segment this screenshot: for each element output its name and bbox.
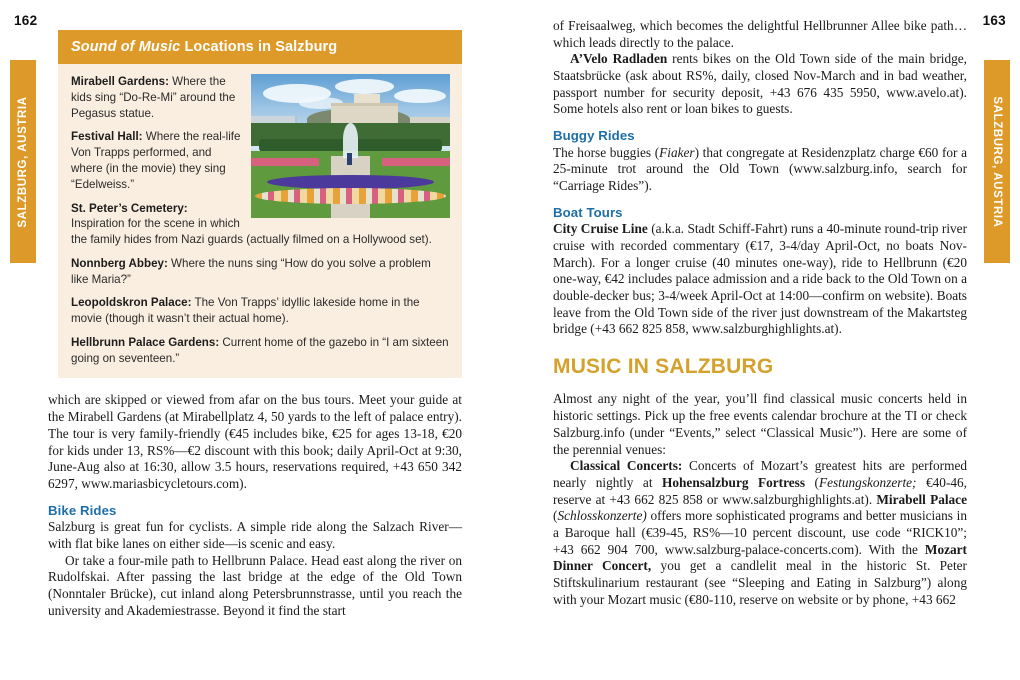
side-tab-right xyxy=(984,60,1010,263)
italic-schlosskonzerte: Schlosskonzerte) xyxy=(557,508,647,524)
bike-rides-paragraph-1: Salzburg is great fun for cyclists. A simple ride along the Salzach River—with flat bike lanes on either side—is scenic and easy. xyxy=(48,519,462,551)
left-continuation-paragraph: which are skipped or viewed from afar on the bus tours. Meet your guide at the Mirabell Gardens (at Mirabellplatz 4, 50 yards to the left of palace entry). The tour is very family-friendly (€45 includes bike, €25 for ages 13-18, €20 for kids under 13, RS%—€2 discount with this book; daily April-Oct at 9:30, June-Aug also at 16:30, allow 3.5 hours, reservations required, +43 650 342 6297, www.mariasbicycletours.com). xyxy=(48,392,462,491)
right-column xyxy=(553,18,967,608)
classical-text-e: offers more sophisticated programs and better musicians in a Baroque hall (€39-45, RS%—10 percent discount, use code “RICK10”; +43 662 904 700, www.salzburg-palace-concerts.com). With the xyxy=(553,508,967,557)
venue-hohensalzburg-fortress: Hohensalzburg Fortress xyxy=(662,474,806,490)
classical-text-d: ( xyxy=(553,508,558,524)
heading-buggy-rides: Buggy Rides xyxy=(553,128,635,144)
sidebar-entry-term: St. Peter’s Cemetery: xyxy=(71,201,188,215)
classical-text-f: you get a candlelit meal in the historic St. Peter Stiftskulinarium restaurant (see “Sleeping and Eating in Salzburg”) along with your Mozart music (€80-110, reserve on website or by phone, +43 662 xyxy=(553,558,967,607)
venue-mirabell-palace: Mirabell Palace xyxy=(876,491,967,507)
bike-rides-paragraph-2: Or take a four-mile path to Hellbrunn Palace. Head east along the river on Rudolfskai. After passing the last bridge at the edge of the Old Town (Nonntaler Brücke), cut inland along Petersbrunnstrasse, until you reach the university and Akademiestrasse. Beyond it find the start xyxy=(48,552,462,618)
avelo-radladen-paragraph xyxy=(553,51,967,118)
sidebar-box xyxy=(58,30,462,378)
heading-boat-tours: Boat Tours xyxy=(553,204,623,220)
heading-bike-rides: Bike Rides xyxy=(48,502,117,518)
sidebar-box-body xyxy=(58,64,462,378)
left-column xyxy=(48,18,462,619)
buggy-rides-paragraph xyxy=(553,145,967,195)
sidebar-entry-text: Where the nuns sing “How do you solve a problem like Maria?” xyxy=(71,256,431,286)
sidebar-entry-term: Hellbrunn Palace Gardens: xyxy=(71,335,220,349)
boat-tours-paragraph xyxy=(553,221,967,338)
sidebar-entry-text: Where the real-life Von Trapps performed, and where (in the movie) they sing “Edelweiss.” xyxy=(71,130,241,191)
sidebar-entry xyxy=(71,256,450,288)
right-continuation-paragraph: of Freisaalweg, which becomes the delightful Hellbrunner Allee bike path…which leads directly to the palace. xyxy=(553,18,967,50)
sidebar-entry-term: Festival Hall: xyxy=(71,130,143,144)
italic-festungskonzerte: Festungskonzerte; xyxy=(818,474,917,490)
sidebar-entry-text: Current home of the gazebo in “I am sixteen going on seventeen.” xyxy=(71,335,449,365)
folio-right: 163 xyxy=(982,13,1006,28)
heading-music-in-salzburg: MUSIC IN SALZBURG xyxy=(553,355,774,379)
music-intro-paragraph: Almost any night of the year, you’ll find classical music concerts held in historic settings. Pick up the free events calendar brochure at the TI or check Salzburg.info (under “Events,” select “Classical Music”). Here are some of the perennial venues: xyxy=(553,391,967,457)
sidebar-entry xyxy=(71,335,450,367)
side-tab-right-label: SALZBURG, AUSTRIA xyxy=(991,95,1003,228)
sidebar-entry-text: Inspiration for the scene in which the family hides from Nazi guards (actually filmed on a Hollywood set). xyxy=(71,217,432,247)
sidebar-entry-text: Where the kids sing “Do-Re-Mi” around the Pegasus statue. xyxy=(71,75,236,120)
mirabell-gardens-photo xyxy=(251,74,450,218)
folio-left: 162 xyxy=(14,13,38,28)
classical-text-b: ( xyxy=(805,474,819,490)
boat-term: City Cruise Line xyxy=(553,221,648,237)
sidebar-entry-term: Mirabell Gardens: xyxy=(71,75,169,89)
boat-text: (a.k.a. Stadt Schiff-Fahrt) runs a 40-minute round-trip river cruise with recorded commentary (€17, 3-4/day April-Oct, no boats Nov-March). For a longer cruise (40 minutes one-way), ride to Hellbrunn (€20 one-way, €42 includes palace admission and a ride back to the Old Town on a double-decker bus; 3-4/week April-Oct at 14:00—confirm on website). Boats leave from the Old Town side of the river just downstream of the Makartsteg bridge (+43 662 825 858, www.salzburghighlights.at). xyxy=(553,221,967,337)
avelo-term: A’Velo Radladen xyxy=(570,51,668,67)
sidebar-entry-term: Leopoldskron Palace: xyxy=(71,296,192,310)
classical-concerts-term: Classical Concerts: xyxy=(570,458,683,474)
buggy-text-a: The horse buggies ( xyxy=(553,144,660,160)
sidebar-title-rest: Locations in Salzburg xyxy=(180,39,338,55)
venue-mozart-dinner-concert: Mozart Dinner Concert, xyxy=(553,541,967,574)
buggy-text-b: ) that congregate at Residenzplatz charge €60 for a 25-minute trot around the Old Town (www.salzburg.info, search for “Carriage Rides”). xyxy=(553,144,967,194)
classical-text-a: Concerts of Mozart’s greatest hits are performed nearly nightly at xyxy=(553,458,967,490)
sidebar-entry-text: The Von Trapps’ idyllic lakeside home in the movie (though it wasn’t their actual home). xyxy=(71,296,420,326)
classical-concerts-paragraph xyxy=(553,458,967,608)
sidebar-title-italic-part: Sound of Music xyxy=(71,39,181,55)
sidebar-entry-term: Nonnberg Abbey: xyxy=(71,256,168,270)
classical-text-c: €40-46, reserve at +43 662 825 858 or www.salzburghighlights.at). xyxy=(553,474,967,507)
sidebar-entry xyxy=(71,295,450,327)
side-tab-left-label: SALZBURG, AUSTRIA xyxy=(17,95,29,228)
avelo-text: rents bikes on the Old Town side of the main bridge, Staatsbrücke (ask about RS%, daily, closed Nov-March and in bad weather, passport number for security deposit, +43 676 435 5950, www.avelo.at). Some hotels also rent or loan bikes to guests. xyxy=(553,51,967,117)
side-tab-left xyxy=(10,60,36,263)
sidebar-box-title xyxy=(58,30,462,64)
buggy-italic-fiaker: Fiaker xyxy=(659,144,695,160)
